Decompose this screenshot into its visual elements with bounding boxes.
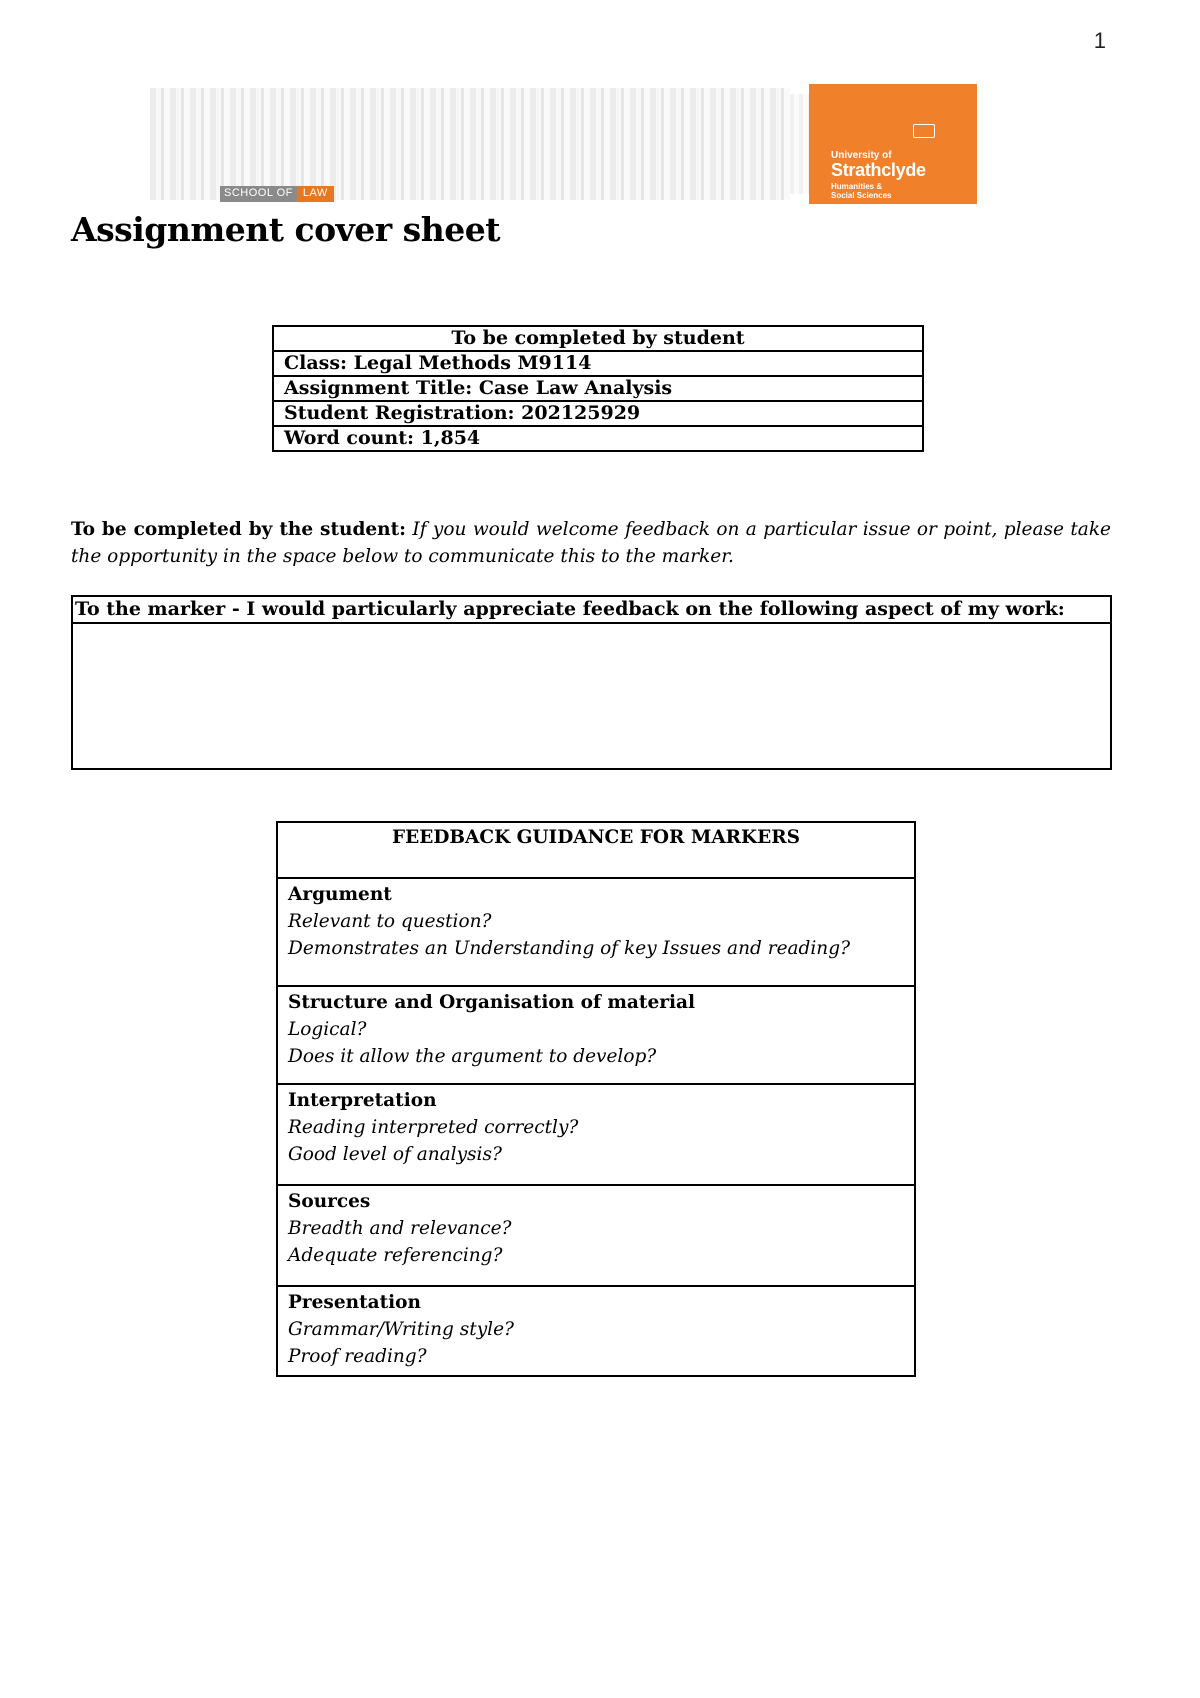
guidance-section-title: Structure and Organisation of material: [288, 992, 696, 1013]
student-table-heading: To be completed by student: [273, 326, 923, 351]
guidance-section-argument: [278, 879, 914, 987]
guidance-line: Demonstrates an Understanding of key Issues and reading?: [288, 938, 850, 959]
guidance-section-title: Interpretation: [288, 1090, 437, 1111]
guidance-line: Logical?: [288, 1019, 367, 1040]
law-text: LAW: [297, 186, 334, 202]
registration-row: Student Registration: 202125929: [273, 401, 923, 426]
feedback-guidance-table: [276, 821, 916, 1377]
guidance-section-title: Presentation: [288, 1292, 421, 1313]
logo-strathclyde: Strathclyde: [831, 160, 926, 180]
guidance-line: Proof reading?: [288, 1346, 427, 1367]
banner-photo: [150, 88, 790, 200]
guidance-section-interpretation: [278, 1085, 914, 1186]
crest-icon: [913, 124, 935, 138]
guidance-section-title: Sources: [288, 1191, 371, 1212]
instruction-lead: To be completed by the student:: [71, 519, 406, 540]
guidance-line: Grammar/Writing style?: [288, 1319, 514, 1340]
logo-faculty-line2: Social Sciences: [831, 191, 892, 200]
guidance-section-presentation: [278, 1287, 914, 1375]
guidance-line: Reading interpreted correctly?: [288, 1117, 579, 1138]
class-row: Class: Legal Methods M9114: [273, 351, 923, 376]
university-logo: [809, 84, 977, 204]
page-title: Assignment cover sheet: [71, 210, 500, 249]
student-instruction: [71, 516, 1111, 570]
guidance-section-structure: [278, 987, 914, 1085]
logo-faculty-line1: Humanities &: [831, 182, 883, 191]
header-banner: [150, 84, 1020, 204]
guidance-line: Good level of analysis?: [288, 1144, 502, 1165]
guidance-line: Breadth and relevance?: [288, 1218, 512, 1239]
school-of-text: SCHOOL OF: [220, 186, 297, 202]
word-count-row: Word count: 1,854: [273, 426, 923, 451]
logo-faculty: [831, 182, 891, 200]
page-number: 1: [1093, 28, 1106, 53]
guidance-heading: FEEDBACK GUIDANCE FOR MARKERS: [278, 823, 914, 879]
guidance-line: Relevant to question?: [288, 911, 492, 932]
logo-university-of: University of: [831, 150, 892, 161]
school-of-law-label: [220, 186, 334, 202]
assignment-title-row: Assignment Title: Case Law Analysis: [273, 376, 923, 401]
instruction-body: If you would welcome feedback on a particular issue or point, please take the opportunity in the space below to communicate this to the marker.: [71, 519, 1111, 567]
marker-feedback-box: [71, 595, 1112, 770]
guidance-section-title: Argument: [288, 884, 392, 905]
student-details-table: [272, 325, 924, 452]
guidance-line: Adequate referencing?: [288, 1245, 503, 1266]
marker-box-heading: To the marker - I would particularly appreciate feedback on the following aspect of my work:: [73, 597, 1110, 624]
guidance-section-sources: [278, 1186, 914, 1287]
guidance-line: Does it allow the argument to develop?: [288, 1046, 657, 1067]
